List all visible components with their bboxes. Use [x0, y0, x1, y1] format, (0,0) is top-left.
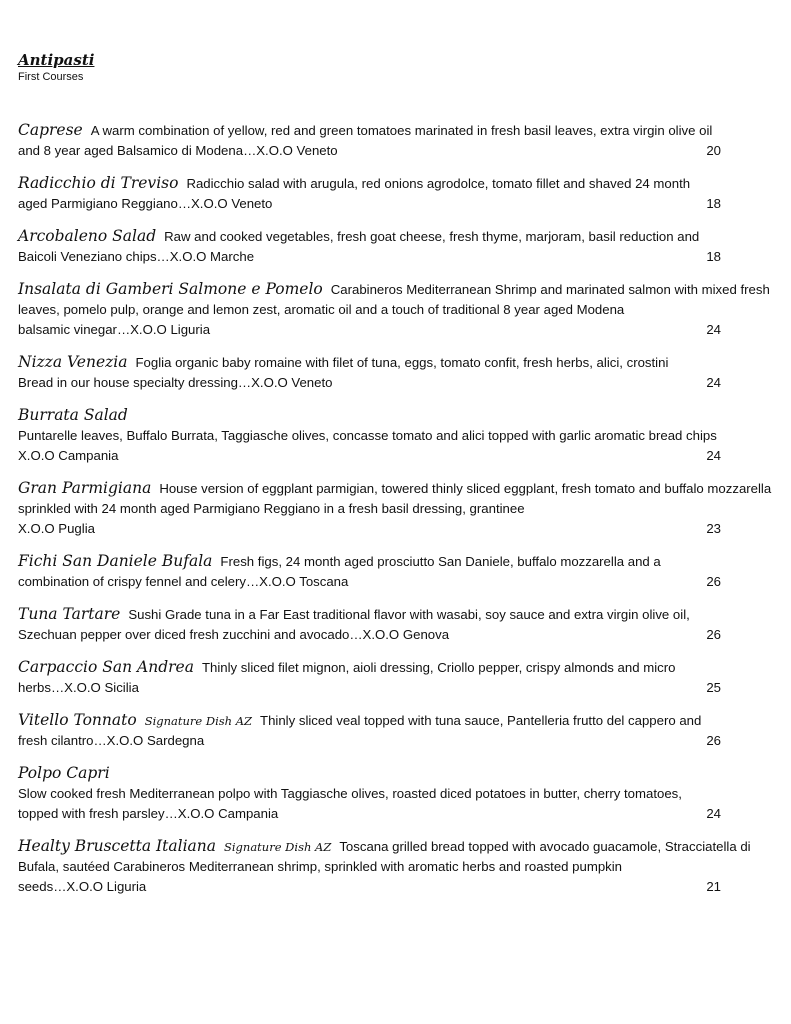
dish-price: 25: [706, 680, 721, 695]
dish-name: Tuna Tartare: [18, 605, 121, 623]
dish-price: 21: [706, 879, 721, 894]
menu-item: [18, 120, 773, 161]
section-subtitle: First Courses: [18, 71, 84, 83]
dish-origin: Baicoli Veneziano chips…X.O.O Marche: [18, 249, 255, 264]
dish-description: Fresh figs, 24 month aged prosciutto San Daniele, buffalo mozzarella and a: [220, 554, 661, 569]
dish-name: Polpo Capri: [18, 764, 110, 782]
menu-item: [18, 551, 773, 592]
dish-description: A warm combination of yellow, red and green tomatoes marinated in fresh basil leaves, extra virgin olive oil: [90, 123, 713, 138]
dish-description: Puntarelle leaves, Buffalo Burrata, Taggiasche olives, concasse tomato and alici topped with garlic aromatic bread chips: [18, 428, 717, 443]
dish-name: Vitello Tonnato: [18, 711, 137, 729]
dish-price: 20: [706, 143, 721, 158]
dish-description: Raw and cooked vegetables, fresh goat cheese, fresh thyme, marjoram, basil reduction and: [164, 229, 700, 244]
dish-description: House version of eggplant parmigian, towered thinly sliced eggplant, fresh tomato and buffalo mozzarella sprinkled with 24 month aged Parmigiano Reggiano in a fresh basil dressing, grantinee: [18, 481, 772, 516]
signature-label: Signature Dish AZ: [144, 714, 253, 728]
dish-description: Radicchio salad with arugula, red onions agrodolce, tomato fillet and shaved 24 month: [186, 176, 691, 191]
dish-origin: Szechuan pepper over diced fresh zucchini and avocado…X.O.O Genova: [18, 627, 450, 642]
dish-name: Insalata di Gamberi Salmone e Pomelo: [18, 280, 323, 298]
menu-item: [18, 763, 773, 824]
dish-description: Sushi Grade tuna in a Far East traditional flavor with wasabi, soy sauce and extra virgin olive oil,: [128, 607, 690, 622]
menu-item: [18, 478, 773, 539]
dish-name: Caprese: [18, 121, 83, 139]
dish-name: Burrata Salad: [18, 406, 128, 424]
dish-name: Radicchio di Treviso: [18, 174, 179, 192]
dish-price: 18: [706, 196, 721, 211]
dish-description: Slow cooked fresh Mediterranean polpo with Taggiasche olives, roasted diced potatoes in butter, cherry tomatoes,: [18, 786, 682, 801]
dish-price: 24: [706, 375, 721, 390]
section-title: Antipasti: [18, 51, 95, 69]
dish-origin: Bread in our house specialty dressing…X.O.O Veneto: [18, 375, 333, 390]
dish-price: 24: [706, 448, 721, 463]
dish-price: 24: [706, 806, 721, 821]
dish-origin: seeds…X.O.O Liguria: [18, 879, 147, 894]
dish-description: Thinly sliced filet mignon, aioli dressing, Criollo pepper, crispy almonds and micro: [201, 660, 676, 675]
menu-item: [18, 657, 773, 698]
dish-origin: topped with fresh parsley…X.O.O Campania: [18, 806, 279, 821]
dish-origin: balsamic vinegar…X.O.O Liguria: [18, 322, 211, 337]
menu-item: [18, 604, 773, 645]
dish-name: Healty Bruscetta Italiana: [18, 837, 216, 855]
dish-price: 26: [706, 733, 721, 748]
menu-item: [18, 352, 773, 393]
dish-origin: combination of crispy fennel and celery…X.O.O Toscana: [18, 574, 349, 589]
menu-item: [18, 836, 773, 897]
menu-item: [18, 710, 773, 751]
dish-name: Gran Parmigiana: [18, 479, 152, 497]
dish-origin: herbs…X.O.O Sicilia: [18, 680, 139, 695]
dish-origin: X.O.O Campania: [18, 448, 119, 463]
dish-price: 26: [706, 627, 721, 642]
signature-label: Signature Dish AZ: [224, 840, 332, 854]
dish-description: Carabineros Mediterranean Shrimp and marinated salmon with mixed fresh leaves, pomelo pulp, orange and lemon zest, aromatic oil and a touch of traditional 8 year aged Modena: [18, 282, 770, 317]
dish-origin: aged Parmigiano Reggiano…X.O.O Veneto: [18, 196, 273, 211]
menu-page: [18, 50, 773, 909]
menu-items: [18, 120, 773, 897]
dish-price: 26: [706, 574, 721, 589]
dish-origin: fresh cilantro…X.O.O Sardegna: [18, 733, 205, 748]
dish-description: Thinly sliced veal topped with tuna sauce, Pantelleria frutto del cappero and: [260, 713, 702, 728]
dish-price: 23: [706, 521, 721, 536]
dish-origin: X.O.O Puglia: [18, 521, 95, 536]
menu-item: [18, 405, 773, 466]
dish-name: Fichi San Daniele Bufala: [18, 552, 213, 570]
menu-item: [18, 226, 773, 267]
menu-item: [18, 173, 773, 214]
dish-price: 24: [706, 322, 721, 337]
dish-name: Carpaccio San Andrea: [18, 658, 194, 676]
dish-name: Arcobaleno Salad: [18, 227, 157, 245]
dish-price: 18: [706, 249, 721, 264]
dish-origin: and 8 year aged Balsamico di Modena…X.O.O Veneto: [18, 143, 338, 158]
dish-name: Nizza Venezia: [18, 353, 128, 371]
dish-description: Foglia organic baby romaine with filet of tuna, eggs, tomato confit, fresh herbs, alici, crostini: [135, 355, 669, 370]
menu-item: [18, 279, 773, 340]
dish-description: Toscana grilled bread topped with avocado guacamole, Stracciatella di Bufala, sautéed Carabineros Mediterranean shrimp, sprinkled with aromatic herbs and roasted pumpkin: [18, 839, 751, 874]
